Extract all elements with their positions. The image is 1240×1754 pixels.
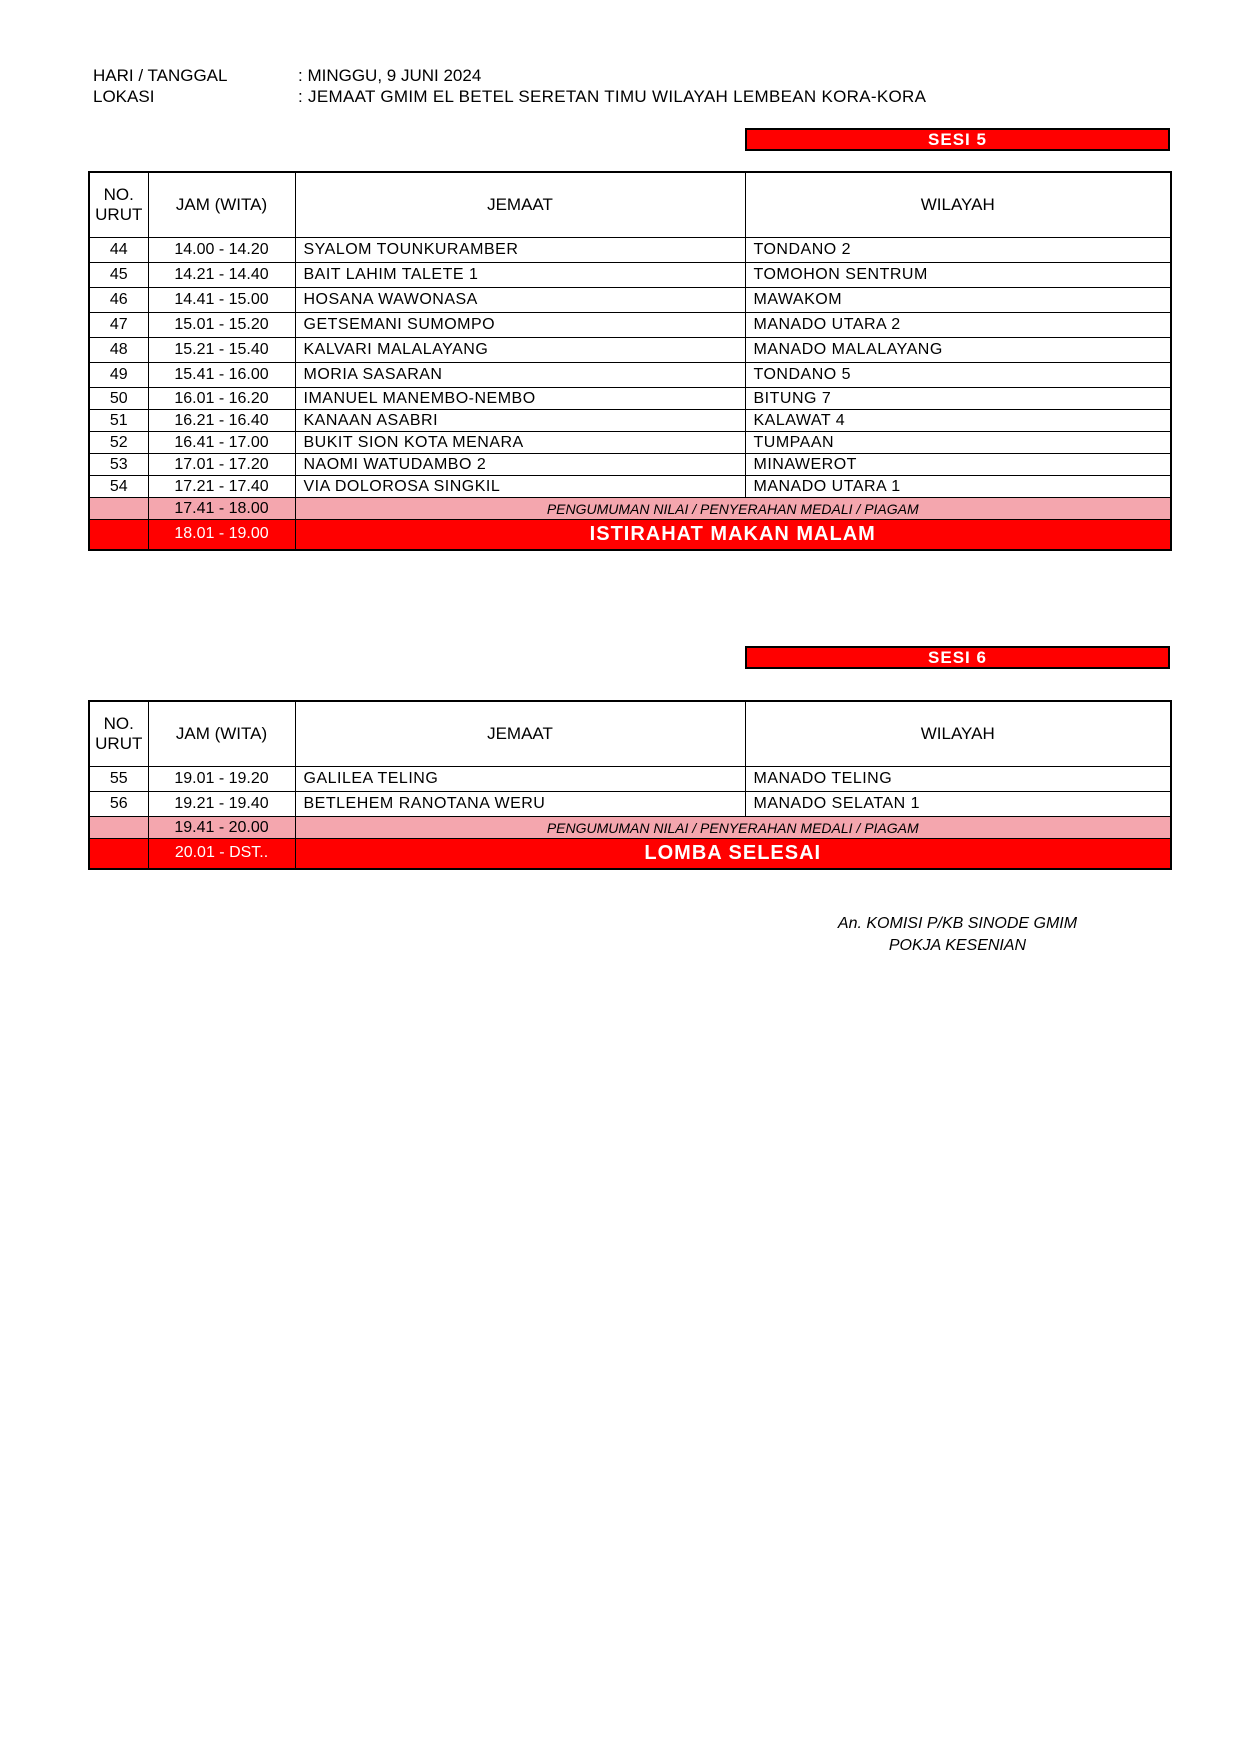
date-value: : MINGGU, 9 JUNI 2024 — [298, 66, 482, 85]
break-row — [89, 520, 1171, 550]
break-time: 18.01 - 19.00 — [148, 520, 295, 550]
row-time: 19.01 - 19.20 — [148, 767, 295, 792]
row-jemaat: HOSANA WAWONASA — [295, 288, 745, 313]
table-row — [89, 238, 1171, 263]
end-text: LOMBA SELESAI — [295, 839, 1171, 869]
table-row — [89, 454, 1171, 476]
col-header-wilayah: WILAYAH — [745, 172, 1171, 238]
row-wilayah: TOMOHON SENTRUM — [745, 263, 1171, 288]
table-row — [89, 388, 1171, 410]
session-6-body — [89, 767, 1171, 817]
signature-line-2: POKJA KESENIAN — [888, 937, 1027, 954]
col-header-jemaat: JEMAAT — [295, 172, 745, 238]
announcement-row — [89, 817, 1171, 839]
table-row — [89, 432, 1171, 454]
break-text: ISTIRAHAT MAKAN MALAM — [295, 520, 1171, 550]
row-time: 17.21 - 17.40 — [148, 476, 295, 498]
session-5-title: SESI 5 — [745, 128, 1170, 151]
table-row — [89, 767, 1171, 792]
col-header-time: JAM (WITA) — [148, 172, 295, 238]
end-row — [89, 839, 1171, 869]
col-header-jemaat: JEMAAT — [295, 701, 745, 767]
table-row — [89, 792, 1171, 817]
table-row — [89, 263, 1171, 288]
col-header-time: JAM (WITA) — [148, 701, 295, 767]
row-time: 15.41 - 16.00 — [148, 363, 295, 388]
announce-text: PENGUMUMAN NILAI / PENYERAHAN MEDALI / PIAGAM — [295, 498, 1171, 520]
table-row — [89, 410, 1171, 432]
row-jemaat: IMANUEL MANEMBO-NEMBO — [295, 388, 745, 410]
row-wilayah: MANADO UTARA 1 — [745, 476, 1171, 498]
row-wilayah: TONDANO 5 — [745, 363, 1171, 388]
row-jemaat: BETLEHEM RANOTANA WERU — [295, 792, 745, 817]
table-header-row — [89, 701, 1171, 767]
row-wilayah: MANADO UTARA 2 — [745, 313, 1171, 338]
row-wilayah: MANADO SELATAN 1 — [745, 792, 1171, 817]
table-row — [89, 313, 1171, 338]
table-row — [89, 288, 1171, 313]
signature-line-1: An. KOMISI P/KB SINODE GMIM — [837, 915, 1078, 932]
row-wilayah: KALAWAT 4 — [745, 410, 1171, 432]
session-6-title: SESI 6 — [745, 646, 1170, 669]
row-no: 45 — [89, 263, 148, 288]
row-no: 48 — [89, 338, 148, 363]
row-jemaat: GETSEMANI SUMOMPO — [295, 313, 745, 338]
row-time: 17.01 - 17.20 — [148, 454, 295, 476]
session-5-body — [89, 238, 1171, 498]
row-time: 16.41 - 17.00 — [148, 432, 295, 454]
end-time: 20.01 - DST.. — [148, 839, 295, 869]
row-time: 14.00 - 14.20 — [148, 238, 295, 263]
table-row — [89, 476, 1171, 498]
row-time: 15.21 - 15.40 — [148, 338, 295, 363]
row-jemaat: BAIT LAHIM TALETE 1 — [295, 263, 745, 288]
row-jemaat: SYALOM TOUNKURAMBER — [295, 238, 745, 263]
table-row — [89, 363, 1171, 388]
col-header-wilayah: WILAYAH — [745, 701, 1171, 767]
row-jemaat: BUKIT SION KOTA MENARA — [295, 432, 745, 454]
col-header-no: NO. URUT — [89, 701, 148, 767]
row-wilayah: MAWAKOM — [745, 288, 1171, 313]
announcement-row — [89, 498, 1171, 520]
row-time: 16.01 - 16.20 — [148, 388, 295, 410]
row-jemaat: KANAAN ASABRI — [295, 410, 745, 432]
row-no: 56 — [89, 792, 148, 817]
signature-block — [800, 913, 1115, 957]
row-no: 49 — [89, 363, 148, 388]
row-no: 52 — [89, 432, 148, 454]
row-time: 19.21 - 19.40 — [148, 792, 295, 817]
row-wilayah: TUMPAAN — [745, 432, 1171, 454]
session-5-table — [88, 171, 1172, 551]
row-wilayah: MANADO TELING — [745, 767, 1171, 792]
row-no: 54 — [89, 476, 148, 498]
row-time: 15.01 - 15.20 — [148, 313, 295, 338]
row-jemaat: MORIA SASARAN — [295, 363, 745, 388]
row-wilayah: MANADO MALALAYANG — [745, 338, 1171, 363]
row-wilayah: MINAWEROT — [745, 454, 1171, 476]
table-header-row — [89, 172, 1171, 238]
table-row — [89, 338, 1171, 363]
session-6-table — [88, 700, 1172, 870]
row-no: 55 — [89, 767, 148, 792]
row-jemaat: NAOMI WATUDAMBO 2 — [295, 454, 745, 476]
row-wilayah: TONDANO 2 — [745, 238, 1171, 263]
row-no: 44 — [89, 238, 148, 263]
row-no: 46 — [89, 288, 148, 313]
announce-text: PENGUMUMAN NILAI / PENYERAHAN MEDALI / PIAGAM — [295, 817, 1171, 839]
row-no: 53 — [89, 454, 148, 476]
col-header-no: NO. URUT — [89, 172, 148, 238]
row-wilayah: BITUNG 7 — [745, 388, 1171, 410]
row-jemaat: VIA DOLOROSA SINGKIL — [295, 476, 745, 498]
row-jemaat: GALILEA TELING — [295, 767, 745, 792]
date-label: HARI / TANGGAL — [93, 66, 228, 85]
row-no: 51 — [89, 410, 148, 432]
row-no: 47 — [89, 313, 148, 338]
row-no: 50 — [89, 388, 148, 410]
location-label: LOKASI — [93, 87, 155, 106]
row-time: 14.21 - 14.40 — [148, 263, 295, 288]
location-value: : JEMAAT GMIM EL BETEL SERETAN TIMU WILAYAH LEMBEAN KORA-KORA — [298, 87, 927, 106]
row-time: 16.21 - 16.40 — [148, 410, 295, 432]
announce-time: 19.41 - 20.00 — [148, 817, 295, 839]
row-time: 14.41 - 15.00 — [148, 288, 295, 313]
row-jemaat: KALVARI MALALAYANG — [295, 338, 745, 363]
announce-time: 17.41 - 18.00 — [148, 498, 295, 520]
